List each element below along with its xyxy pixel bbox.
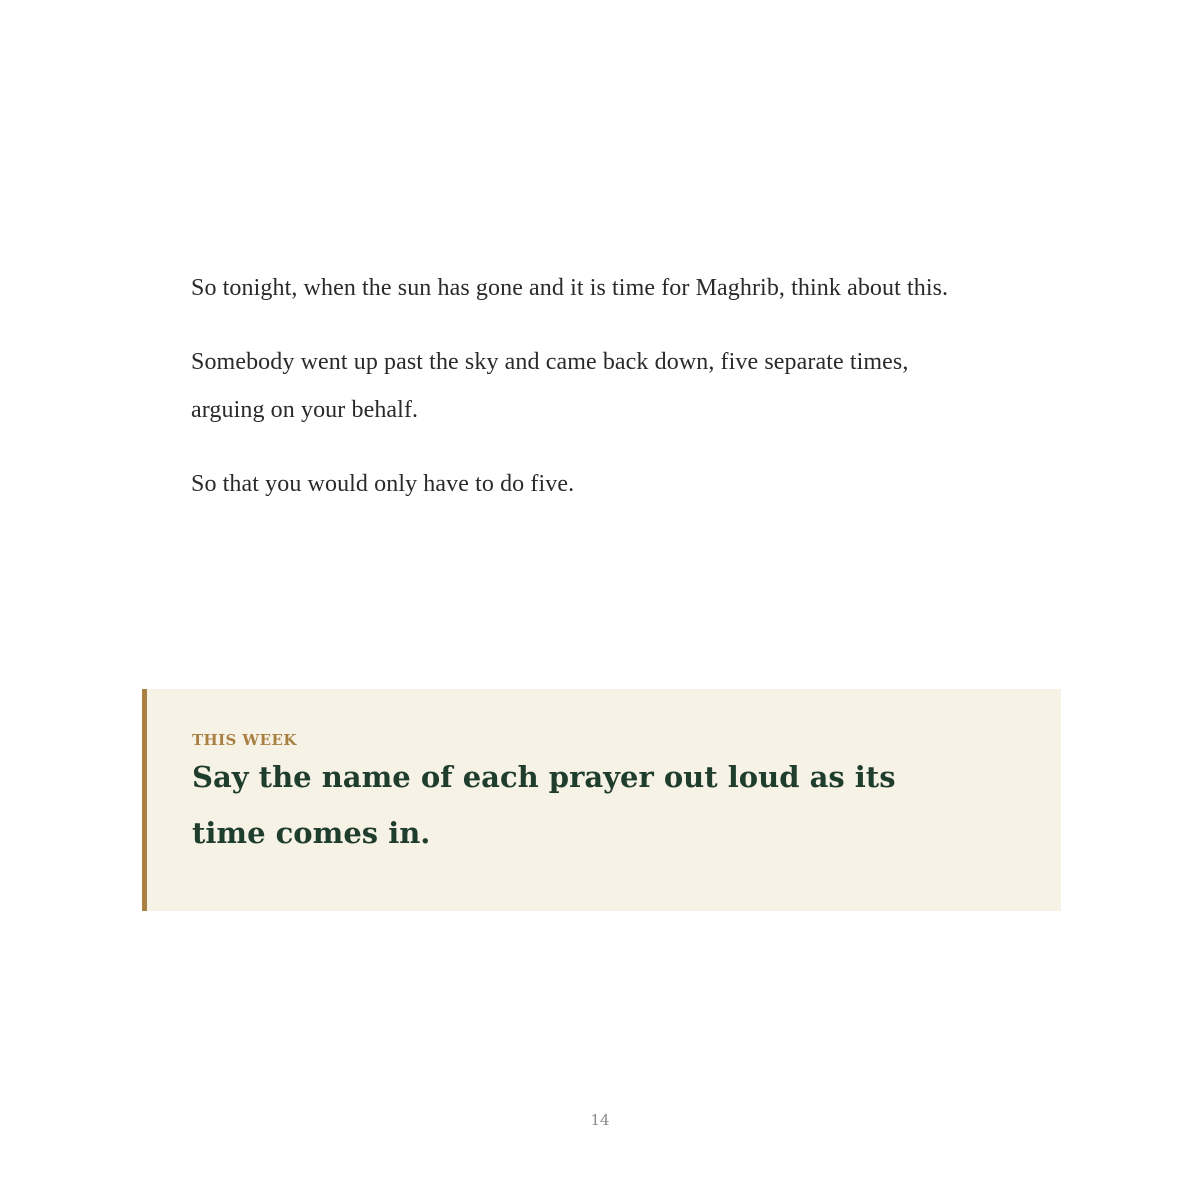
paragraph: So that you would only have to do five. [191,471,575,497]
this-week-callout [142,689,1061,911]
paragraph: Somebody went up past the sky and came back down, five separate times, arguing on your behalf. [191,349,909,423]
callout-text: Say the name of each prayer out loud as its time comes in. [192,760,896,850]
paragraph: So tonight, when the sun has gone and it is time for Maghrib, think about this. [191,275,949,301]
callout-label: THIS WEEK [192,731,297,749]
body-text [191,264,981,534]
page-number: 14 [590,1111,610,1129]
